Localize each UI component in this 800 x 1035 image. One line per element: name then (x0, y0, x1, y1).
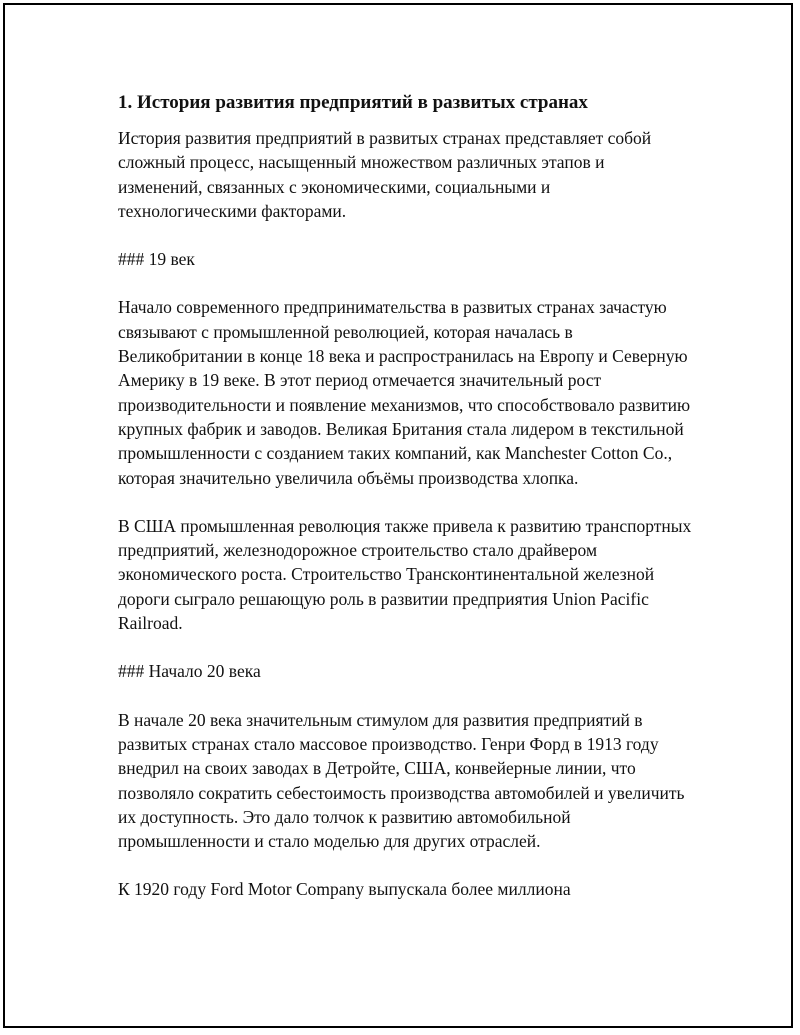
paragraph-ford-1920: К 1920 году Ford Motor Company выпускала более миллиона (118, 879, 571, 900)
subheading-early-20th-century: ### Начало 20 века (118, 661, 261, 682)
paragraph-usa-railroads: В США промышленная революция также привела к развитию транспортных предприятий, железнодорожное строительство стало драйвером экономического роста. Строительство Трансконтинентальной железной дороги сыграло решающую роль в развитии предприятия Union Pacific Railroad. (118, 515, 692, 634)
intro-paragraph: История развития предприятий в развитых странах представляет собой сложный процесс, насыщенный множеством различных этапов и изменений, связанных с экономическими, социальными и технологическими факторами. (118, 128, 652, 221)
paragraph-industrial-revolution: Начало современного предпринимательства в развитых странах зачастую связывают с промышленной революцией, которая началась в Великобритании в конце 18 века и распространилась на Европу и Северную Америку в 19 веке. В этот период отмечается значительный рост производительности и появление механизмов, что способствовало развитию крупных фабрик и заводов. Великая Британия стала лидером в текстильной промышленности с созданием таких компаний, как Manchester Cotton Co., которая значительно увеличила объёмы производства хлопка. (118, 297, 691, 488)
section-title: 1. История развития предприятий в развитых странах (118, 92, 588, 113)
paragraph-mass-production: В начале 20 века значительным стимулом для развития предприятий в развитых странах стало массовое производство. Генри Форд в 1913 году внедрил на своих заводах в Детройте, США, конвейерные линии, что позволяло сократить себестоимость производства автомобилей и увеличить их доступность. Это дало толчок к развитию автомобильной промышленности и стало моделью для других отраслей. (118, 709, 685, 852)
subheading-19th-century: ### 19 век (118, 249, 195, 270)
document-body (118, 90, 693, 902)
